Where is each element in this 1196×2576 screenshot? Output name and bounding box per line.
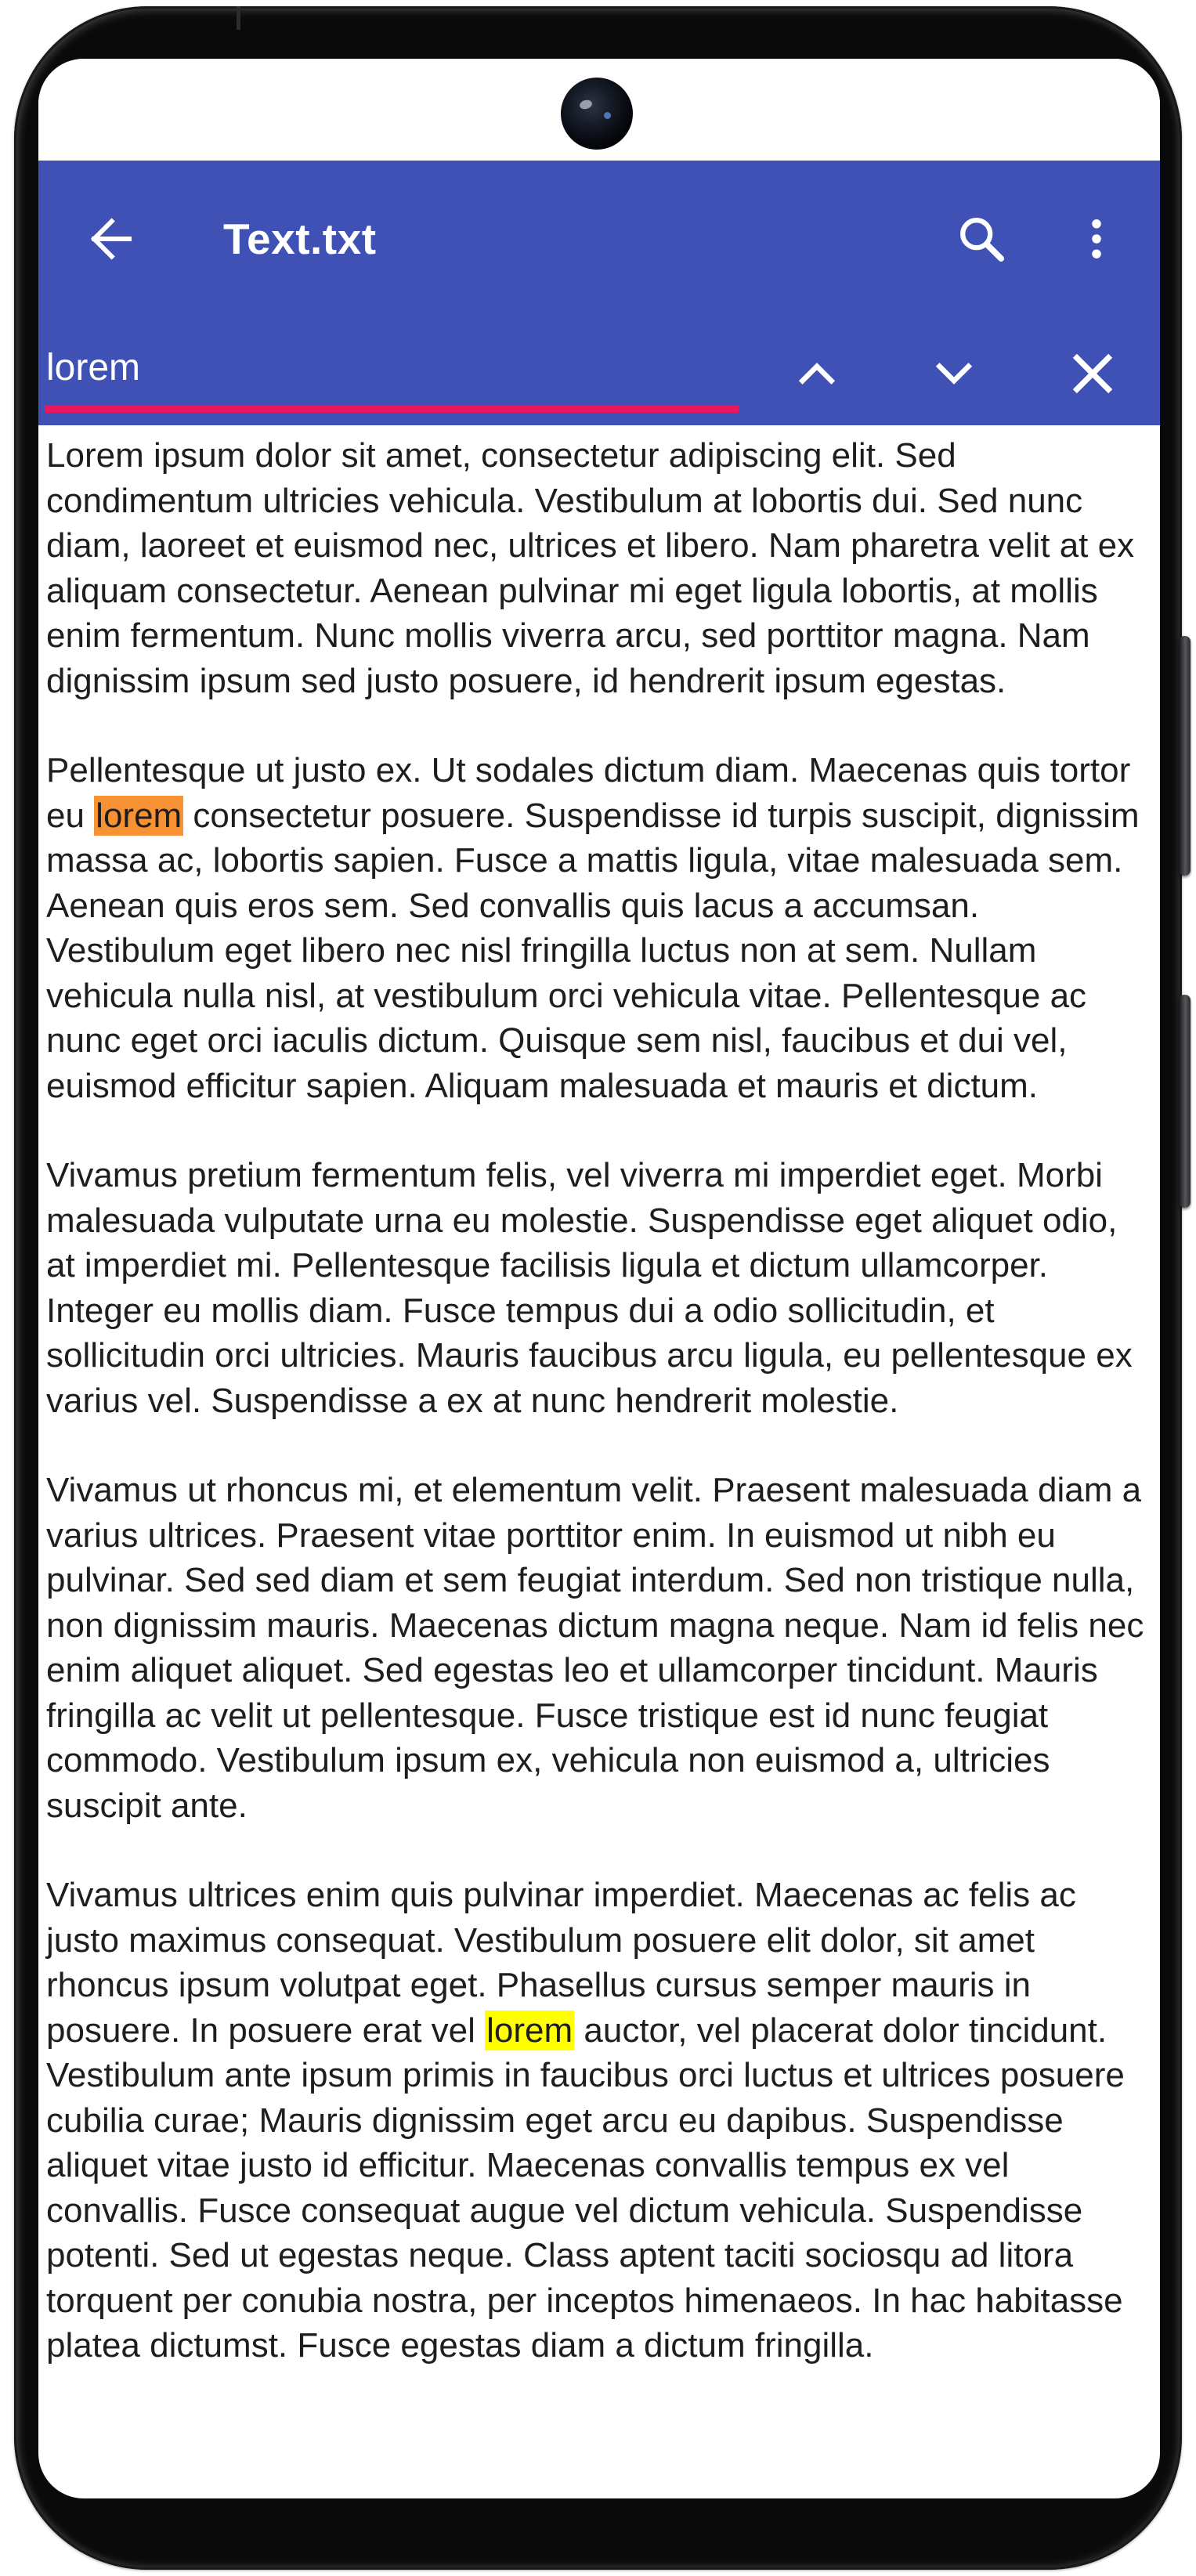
front-camera: [561, 78, 633, 150]
text-run: auctor, vel placerat dolor tincidunt. Vestibulum ante ipsum primis in faucibus orci luctus et ultrices posuere cubilia curae; Mauris dignissim eget arcu eu dapibus. Suspendisse aliquet vitae justo id efficitur. Maecenas convallis tempus ex vel convallis. Fusce consequat augue vel dictum vehicula. Suspendisse potenti. Sed ut egestas neque. Class aptent taciti sociosqu ad litora torquent per conubia nostra, per inceptos himenaeos. In hac habitasse platea dictumst. Fusce egestas diam a dictum fringilla.: [46, 2011, 1125, 2365]
paragraph: [46, 748, 1155, 1108]
search-input[interactable]: lorem: [46, 347, 141, 388]
overflow-menu-icon: [1071, 214, 1122, 264]
previous-match-button[interactable]: [774, 331, 860, 417]
phone-frame: [14, 6, 1182, 2570]
app-bar: [38, 161, 1160, 425]
phone-screen: [38, 59, 1160, 2498]
search-match-match: lorem: [486, 2011, 573, 2050]
status-bar: [38, 59, 1160, 161]
close-icon: [1064, 345, 1121, 402]
text-run: consectetur posuere. Suspendisse id turpis suscipit, dignissim massa ac, lobortis sapien. Fusce a mattis ligula, vitae malesuada sem. Aenean quis eros sem. Sed convallis quis lacus a accumsan. Vestibulum eget libero nec nisl fringilla luctus non at sem. Nullam vehicula nulla nisl, at vestibulum orci vehicula vitae. Pellentesque ac nunc eget orci iaculis dictum. Quisque sem nisl, faucibus et dui vel, euismod efficitur sapien. Aliquam malesuada et mauris et dictum.: [46, 796, 1140, 1105]
chevron-up-icon: [791, 348, 843, 399]
search-icon: [954, 211, 1009, 266]
power-button[interactable]: [1179, 995, 1191, 1208]
paragraph: [46, 1468, 1155, 1828]
text-run: Pellentesque ut justo ex. Ut sodales dictum diam. Maecenas quis tortor eu: [46, 751, 1131, 835]
text-run: Vivamus ultrices enim quis pulvinar imperdiet. Maecenas ac felis ac justo maximus consequat. Vestibulum posuere elit dolor, sit amet rhoncus ipsum volutpat eget. Phasellus cursus semper mauris in posuere. In posuere erat vel: [46, 1876, 1076, 2050]
overflow-menu-button[interactable]: [1053, 196, 1140, 282]
close-search-button[interactable]: [1050, 331, 1136, 417]
back-button[interactable]: [67, 196, 153, 282]
text-run: Vivamus pretium fermentum felis, vel viverra mi imperdiet eget. Morbi malesuada vulputate urna eu molestie. Suspendisse eget aliquet odio, at imperdiet mi. Pellentesque facilisis ligula et dictum ullamcorper. Integer eu mollis diam. Fusce tempus dui a odio sollicitudin, et sollicitudin orci ultricies. Mauris faucibus arcu ligula, eu pellentesque ex varius vel. Suspendisse a ex at nunc hendrerit molestie.: [46, 1156, 1133, 1420]
next-match-button[interactable]: [911, 331, 997, 417]
page-title: Text.txt: [223, 215, 377, 263]
paragraph: [46, 1873, 1155, 2368]
text-run: Lorem ipsum dolor sit amet, consectetur adipiscing elit. Sed condimentum ultricies vehicula. Vestibulum at lobortis dui. Sed nunc diam, laoreet et euismod nec, ultrices et libero. Nam pharetra velit at ex aliquam consectetur. Aenean pulvinar mi eget ligula lobortis, at mollis enim fermentum. Nunc mollis viverra arcu, sed porttitor magna. Nam dignissim ipsum sed justo posuere, id hendrerit ipsum egestas.: [46, 436, 1135, 700]
chevron-down-icon: [928, 348, 980, 399]
search-button[interactable]: [938, 196, 1024, 282]
paragraph: [46, 1153, 1155, 1423]
antenna-seam: [237, 6, 240, 30]
paragraph: [46, 433, 1155, 703]
back-arrow-icon: [84, 213, 135, 265]
search-match-current: lorem: [96, 796, 182, 835]
document-text[interactable]: [38, 425, 1160, 2498]
text-run: Vivamus ut rhoncus mi, et elementum velit. Praesent malesuada diam a varius ultrices. Praesent vitae porttitor enim. In euismod ut nibh eu pulvinar. Sed sed diam et sem feugiat interdum. Sed non tristique nulla, non dignissim mauris. Maecenas dictum magna neque. Nam id felis nec enim aliquet aliquet. Sed egestas leo et ullamcorper tincidunt. Mauris fringilla ac velit ut pellentesque. Fusce tristique est id nunc feugiat commodo. Vestibulum ipsum ex, vehicula non euismod a, ultricies suscipit ante.: [46, 1471, 1144, 1825]
search-input-underline: [45, 405, 739, 413]
volume-rocker[interactable]: [1179, 636, 1191, 876]
